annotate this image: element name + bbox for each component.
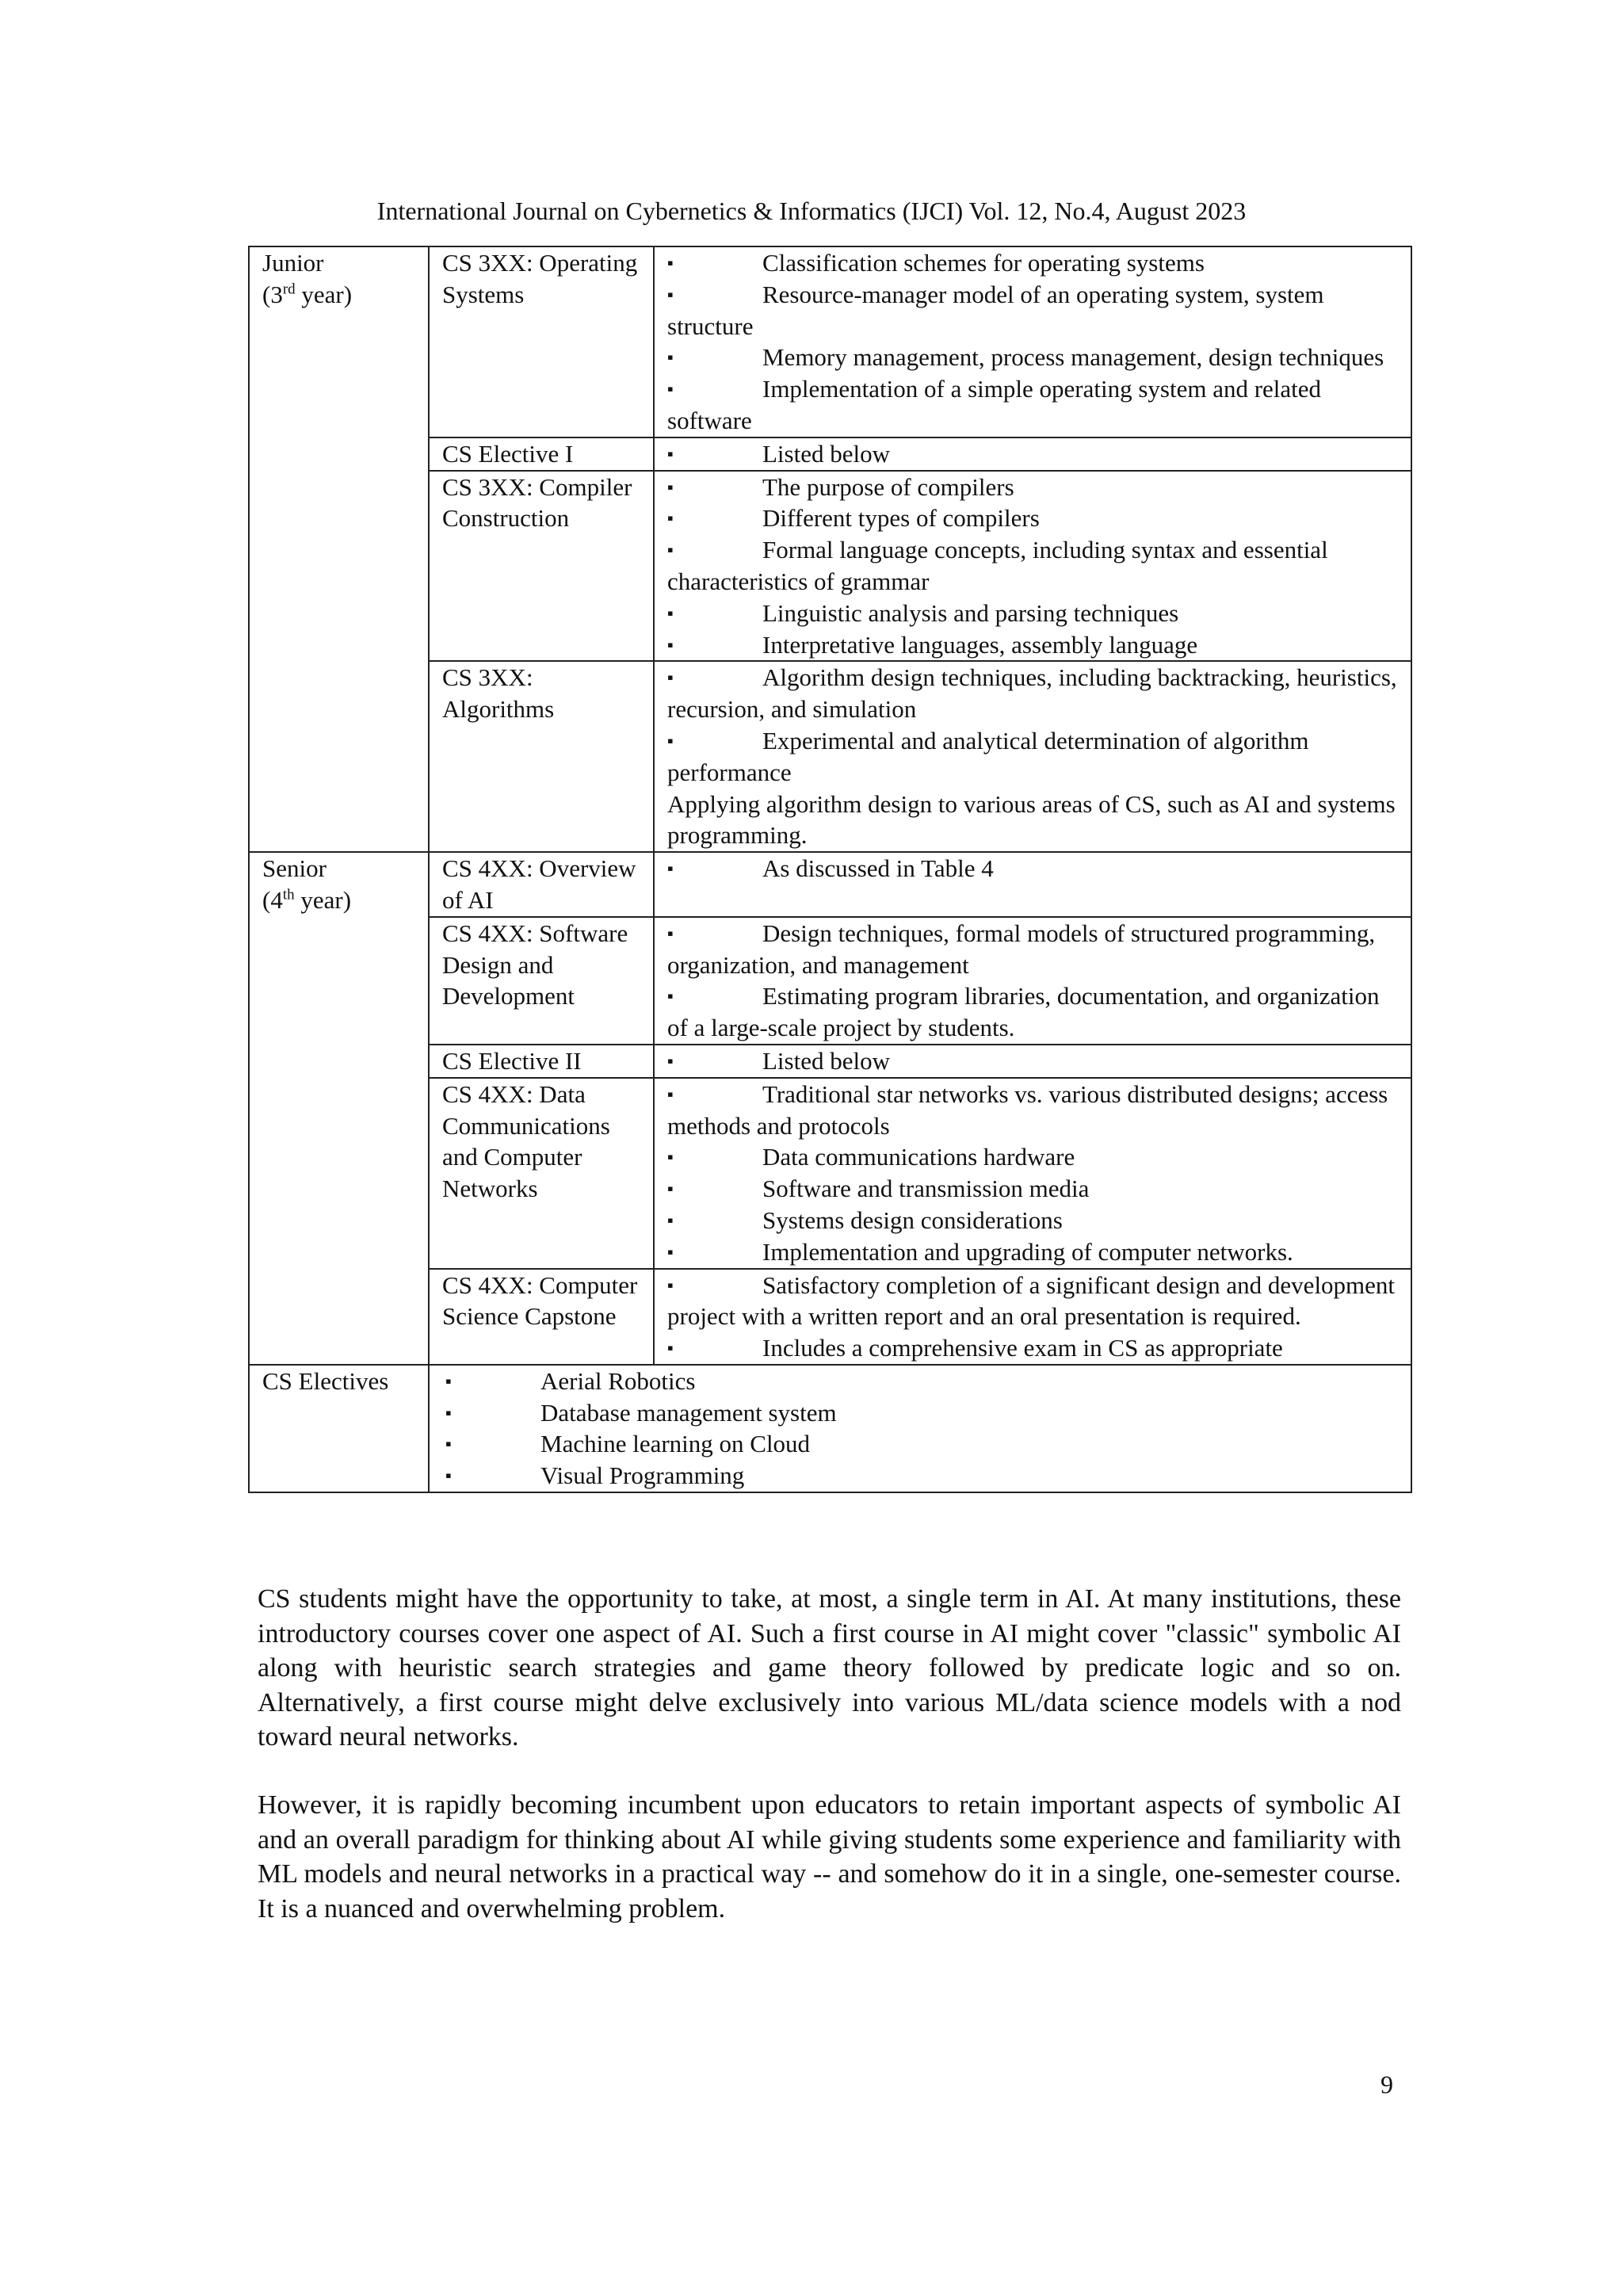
- bullet-icon: ▪: [667, 1241, 674, 1262]
- bullet-icon: ▪: [667, 253, 674, 273]
- curriculum-table: [248, 246, 1412, 1493]
- bullet-icon: ▪: [667, 443, 674, 464]
- course-cell: CS 3XX: Compiler Construction: [429, 471, 654, 662]
- bullet-icon: ▪: [667, 634, 674, 655]
- bullet-item: ▪ Different types of compilers: [667, 502, 1403, 534]
- bullet-icon: ▪: [667, 667, 674, 688]
- table-row-electives: [249, 1365, 1411, 1492]
- table-row: [249, 246, 1411, 437]
- bullet-icon: ▪: [667, 602, 674, 623]
- topics-cell: [654, 1269, 1411, 1365]
- electives-list: [429, 1365, 1411, 1492]
- running-header: International Journal on Cybernetics & Informatics (IJCI) Vol. 12, No.4, August 2023: [376, 197, 1247, 225]
- bullet-item: ▪ Classification schemes for operating systems: [667, 247, 1403, 279]
- bullet-item: ▪ Implementation and upgrading of computer networks.: [667, 1236, 1403, 1268]
- table-row: [249, 852, 1411, 917]
- topics-cell: [654, 471, 1411, 662]
- bullet-icon: ▪: [667, 1274, 674, 1295]
- bullet-item: ▪ Interpretative languages, assembly language: [667, 629, 1403, 661]
- bullet-icon: ▪: [667, 1209, 674, 1230]
- bullet-icon: ▪: [667, 858, 674, 879]
- course-cell: CS 3XX: Operating Systems: [429, 246, 654, 437]
- bullet-icon: ▪: [667, 1338, 674, 1358]
- bullet-item: ▪ Data communications hardware: [667, 1141, 1403, 1173]
- bullet-item: ▪ Listed below: [667, 438, 1403, 470]
- bullet-item: ▪ Machine learning on Cloud: [445, 1428, 1403, 1460]
- bullet-item: ▪ Database management system: [445, 1397, 1403, 1429]
- bullet-item: ▪ As discussed in Table 4: [667, 853, 1403, 884]
- topics-cell: [654, 1045, 1411, 1078]
- bullet-icon: ▪: [445, 1465, 452, 1486]
- year-cell-senior: Senior (4th year): [249, 852, 429, 1365]
- bullet-item: ▪ Traditional star networks vs. various distributed designs; access methods and protocols: [667, 1079, 1388, 1140]
- bullet-item: ▪ Formal language concepts, including syntax and essential characteristics of grammar: [667, 536, 1328, 595]
- bullet-icon: ▪: [667, 540, 674, 560]
- bullet-icon: ▪: [667, 508, 674, 529]
- topics-cell: [654, 852, 1411, 917]
- topics-cell: [654, 661, 1411, 852]
- bullet-item: ▪ Includes a comprehensive exam in CS as appropriate: [667, 1332, 1403, 1364]
- bullet-item: ▪ Memory management, process management, design techniques: [667, 342, 1403, 373]
- bullet-icon: ▪: [445, 1402, 452, 1423]
- bullet-icon: ▪: [667, 923, 674, 943]
- bullet-icon: ▪: [445, 1434, 452, 1454]
- bullet-item: ▪ Estimating program libraries, documentation, and organization of a large-scale project by students.: [667, 982, 1380, 1042]
- bullet-item: ▪ Visual Programming: [445, 1460, 1403, 1492]
- course-cell: CS 4XX: Overview of AI: [429, 852, 654, 917]
- topics-cell: [654, 437, 1411, 471]
- course-cell: CS Elective II: [429, 1045, 654, 1078]
- year-cell-junior: Junior (3rd year): [249, 246, 429, 852]
- bullet-item: ▪ Systems design considerations: [667, 1205, 1403, 1236]
- bullet-icon: ▪: [667, 379, 674, 399]
- bullet-item: ▪ Linguistic analysis and parsing techniques: [667, 598, 1403, 629]
- topics-cell: [654, 246, 1411, 437]
- electives-label: CS Electives: [249, 1365, 429, 1492]
- bullet-item: ▪ The purpose of compilers: [667, 472, 1403, 503]
- bullet-icon: ▪: [667, 986, 674, 1007]
- bullet-icon: ▪: [667, 1050, 674, 1071]
- bullet-item: ▪ Design techniques, formal models of structured programming, organization, and management: [667, 919, 1376, 979]
- bullet-icon: ▪: [667, 284, 674, 304]
- bullet-icon: ▪: [667, 1179, 674, 1199]
- course-cell: CS 4XX: Data Communications and Computer Networks: [429, 1078, 654, 1269]
- bullet-item: ▪ Software and transmission media: [667, 1173, 1403, 1205]
- course-cell: CS 3XX: Algorithms: [429, 661, 654, 852]
- bullet-item: ▪ Implementation of a simple operating system and related software: [667, 375, 1322, 434]
- topics-cell: [654, 917, 1411, 1045]
- bullet-item: ▪ Algorithm design techniques, including backtracking, heuristics, recursion, and simulation: [667, 663, 1397, 724]
- bullet-item: ▪ Experimental and analytical determination of algorithm performance: [667, 726, 1309, 786]
- bullet-icon: ▪: [667, 730, 674, 751]
- plain-item: Applying algorithm design to various areas of CS, such as AI and systems programming.: [667, 789, 1396, 850]
- bullet-icon: ▪: [445, 1370, 452, 1391]
- body-paragraph-1: CS students might have the opportunity to take, at most, a single term in AI. At many institutions, these introductory courses cover one aspect of AI. Such a first course in AI might cover "classic" symbolic AI along with heuristic search strategies and game theory followed by predicate logic and so on. Alternatively, a first course might delve exclusively into various ML/data science models with a nod toward neural networks.: [258, 1584, 1401, 1752]
- bullet-icon: ▪: [667, 1147, 674, 1167]
- course-cell: CS Elective I: [429, 437, 654, 471]
- year-label: Junior: [262, 249, 324, 277]
- bullet-item: ▪ Listed below: [667, 1045, 1403, 1077]
- bullet-icon: ▪: [667, 476, 674, 497]
- bullet-icon: ▪: [667, 347, 674, 368]
- bullet-item: ▪ Satisfactory completion of a significant design and development project with a written report and an oral presentation is required.: [667, 1270, 1396, 1331]
- body-paragraph-2: However, it is rapidly becoming incumbent upon educators to retain important aspects of symbolic AI and an overall paradigm for thinking about AI while giving students some experience and familiarity with ML models and neural networks in a practical way -- and somehow do it in a single, one-semester course. It is a nuanced and overwhelming problem.: [258, 1790, 1401, 1924]
- course-cell: CS 4XX: Computer Science Capstone: [429, 1269, 654, 1365]
- bullet-item: ▪ Resource-manager model of an operating system, system structure: [667, 280, 1324, 340]
- year-label: Senior: [262, 854, 327, 883]
- page-number: 9: [1381, 2070, 1393, 2099]
- bullet-icon: ▪: [667, 1083, 674, 1104]
- course-cell: CS 4XX: Software Design and Development: [429, 917, 654, 1045]
- bullet-item: ▪ Aerial Robotics: [445, 1366, 1403, 1397]
- topics-cell: [654, 1078, 1411, 1269]
